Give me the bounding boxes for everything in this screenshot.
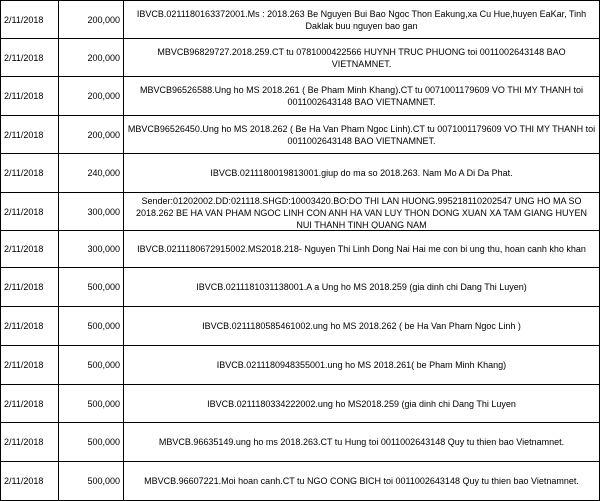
amount-cell: 500,000 bbox=[59, 423, 124, 462]
amount-cell: 300,000 bbox=[59, 231, 124, 268]
date-cell: 2/11/2018 bbox=[1, 1, 59, 39]
date-cell: 2/11/2018 bbox=[1, 385, 59, 423]
amount-cell: 500,000 bbox=[59, 307, 124, 346]
description-cell: Sender:01202002.DD:021118.SHGD:10003420.BO:DO THI LAN HUONG.995218110202547 UNG HO MA SO 2018.262 BE HA VAN PHAM NGOC LINH CON ANH HA VAN LUY THON DONG XUAN XA TAM GIANG HUYEN NUI THANH TINH QUANG NAM bbox=[135, 195, 588, 229]
description-cell: MBVCB96526588.Ung ho MS 2018.261 ( Be Pham Minh Khang).CT tu 0071001179609 VO THI MY THANH toi 0011002643148 BAO VIETNAMNET. bbox=[124, 77, 600, 116]
amount-cell: 200,000 bbox=[59, 77, 124, 116]
description-cell: IBVCB.0211180334222002.ung ho MS2018.259 (gia dinh chi Dang Thi Luyen bbox=[124, 385, 600, 423]
description-cell-wrapper bbox=[124, 193, 600, 231]
date-cell: 2/11/2018 bbox=[1, 268, 59, 307]
date-cell: 2/11/2018 bbox=[1, 423, 59, 462]
date-cell: 2/11/2018 bbox=[1, 116, 59, 154]
amount-cell: 200,000 bbox=[59, 39, 124, 77]
description-cell: MBVCB.96635149.ung ho ms 2018.263.CT tu Hung toi 0011002643148 Quy tu thien bao Vietnamnet. bbox=[124, 423, 600, 462]
date-cell: 2/11/2018 bbox=[1, 193, 59, 231]
table-row bbox=[1, 1, 600, 39]
table-row bbox=[1, 385, 600, 423]
table-row bbox=[1, 116, 600, 154]
amount-cell: 200,000 bbox=[59, 1, 124, 39]
table-row bbox=[1, 462, 600, 501]
table-row bbox=[1, 231, 600, 268]
description-cell: IBVCB.0211180019813001.giup do ma so 2018.263. Nam Mo A Di Da Phat. bbox=[124, 154, 600, 193]
date-cell: 2/11/2018 bbox=[1, 77, 59, 116]
table-row bbox=[1, 268, 600, 307]
amount-cell: 500,000 bbox=[59, 346, 124, 385]
table-row bbox=[1, 193, 600, 231]
amount-cell: 300,000 bbox=[59, 193, 124, 231]
amount-cell: 240,000 bbox=[59, 154, 124, 193]
description-cell: IBVCB.0211180672915002.MS2018.218- Nguyen Thi Linh Dong Nai Hai me con bi ung thu, hoan canh kho khan bbox=[124, 231, 600, 268]
table-row bbox=[1, 77, 600, 116]
amount-cell: 200,000 bbox=[59, 116, 124, 154]
description-cell: IBVCB.0211181031138001.A a Ung ho MS 2018.259 (gia dinh chi Dang Thi Luyen) bbox=[124, 268, 600, 307]
table-row bbox=[1, 346, 600, 385]
description-cell: IBVCB.0211180948355001.ung ho MS 2018.261( be Pham Minh Khang) bbox=[124, 346, 600, 385]
amount-cell: 500,000 bbox=[59, 268, 124, 307]
date-cell: 2/11/2018 bbox=[1, 462, 59, 501]
date-cell: 2/11/2018 bbox=[1, 154, 59, 193]
description-cell: MBVCB96526450.Ung ho MS 2018.262 ( Be Ha Van Pham Ngoc Linh).CT tu 0071001179609 VO THI MY THANH toi 0011002643148 BAO VIETNAMNET. bbox=[124, 116, 600, 154]
date-cell: 2/11/2018 bbox=[1, 307, 59, 346]
table-row bbox=[1, 39, 600, 77]
description-cell: IBVCB.0211180163372001.Ms : 2018.263 Be Nguyen Bui Bao Ngoc Thon Eakung,xa Cu Hue,huyen EaKar, Tinh Daklak buu nguyen bao gan bbox=[124, 1, 600, 39]
amount-cell: 500,000 bbox=[59, 462, 124, 501]
date-cell: 2/11/2018 bbox=[1, 346, 59, 385]
description-cell: MBVCB96829727.2018.259.CT tu 0781000422566 HUYNH TRUC PHUONG toi 0011002643148 BAO VIETNAMNET. bbox=[124, 39, 600, 77]
table-row bbox=[1, 307, 600, 346]
date-cell: 2/11/2018 bbox=[1, 231, 59, 268]
description-cell: MBVCB.96607221.Moi hoan canh.CT tu NGO CONG BICH toi 0011002643148 Quy tu thien bao Vietnamnet. bbox=[124, 462, 600, 501]
amount-cell: 500,000 bbox=[59, 385, 124, 423]
description-cell: IBVCB.0211180585461002.ung ho MS 2018.262 ( be Ha Van Pham Ngoc Linh ) bbox=[124, 307, 600, 346]
date-cell: 2/11/2018 bbox=[1, 39, 59, 77]
table-row bbox=[1, 154, 600, 193]
table-row bbox=[1, 423, 600, 462]
